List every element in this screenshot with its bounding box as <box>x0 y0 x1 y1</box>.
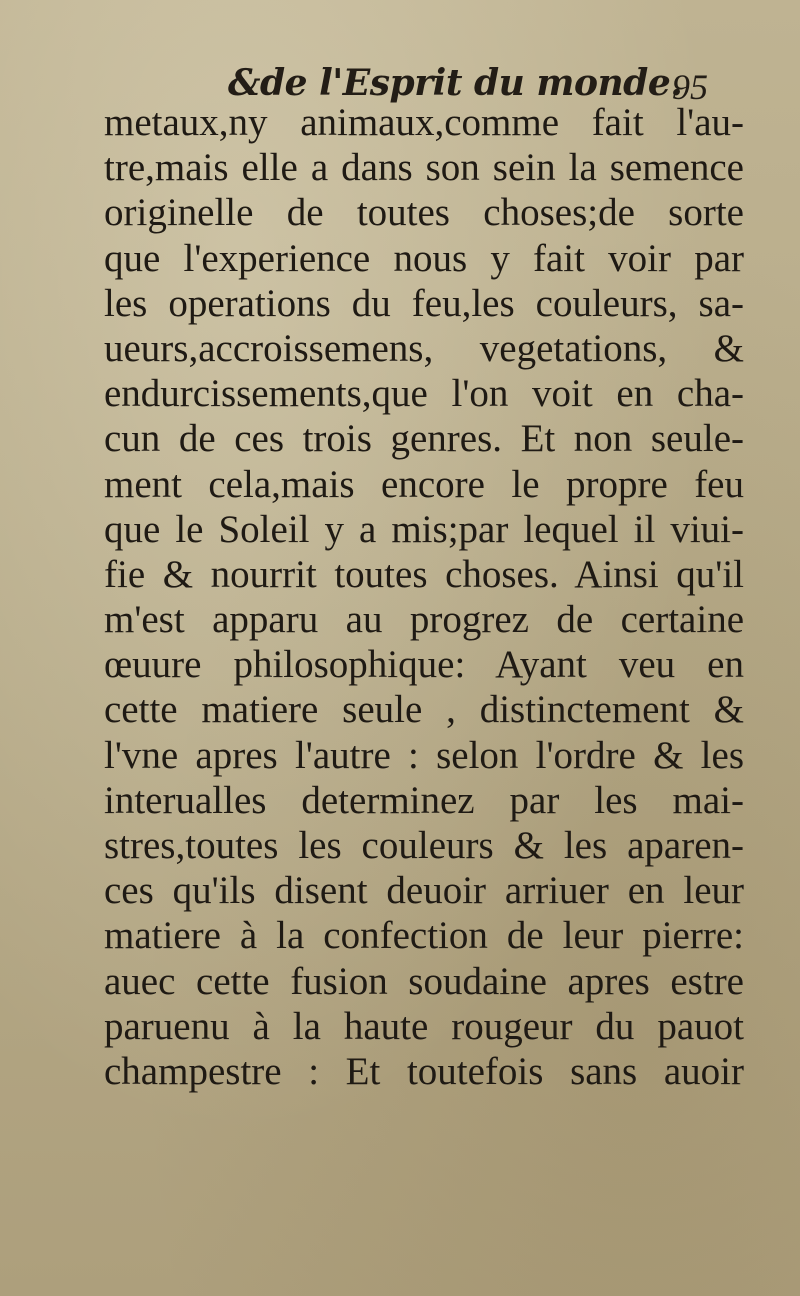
text-line: cun de ces trois genres. Et non seule- <box>104 417 744 461</box>
text-line: ces qu'ils disent deuoir arriuer en leur <box>104 869 744 913</box>
text-line: auec cette fusion soudaine apres estre <box>104 959 744 1003</box>
text-line: que l'experience nous y fait voir par <box>104 236 744 280</box>
text-line: champestre : Et toutefois sans auoir <box>104 1049 744 1093</box>
text-line: matiere à la confection de leur pierre: <box>104 914 744 958</box>
text-line: endurcissements,que l'on voit en cha- <box>104 372 744 416</box>
text-line: l'vne apres l'autre : selon l'ordre & les <box>104 733 744 777</box>
text-line: œuure philosophique: Ayant veu en <box>104 643 744 687</box>
running-title: &de l'Esprit du monde. <box>228 62 683 104</box>
text-line: tre,mais elle a dans son sein la semence <box>104 146 744 190</box>
text-line: les operations du feu,les couleurs, sa- <box>104 281 744 325</box>
text-line: cette matiere seule , distinctement & <box>104 688 744 732</box>
text-line: m'est apparu au progrez de certaine <box>104 598 744 642</box>
text-line: fie & nourrit toutes choses. Ainsi qu'il <box>104 552 744 596</box>
page-number: 95 <box>672 67 708 107</box>
text-line: paruenu à la haute rougeur du pauot <box>104 1004 744 1048</box>
text-line: que le Soleil y a mis;par lequel il viui- <box>104 507 744 551</box>
text-line: stres,toutes les couleurs & les aparen- <box>104 824 744 867</box>
text-line: interualles determinez par les mai- <box>104 778 744 822</box>
body-text <box>104 100 744 1094</box>
text-line: ment cela,mais encore le propre feu <box>104 462 744 506</box>
text-line: metaux,ny animaux,comme fait l'au- <box>104 101 744 144</box>
text-line: originelle de toutes choses;de sorte <box>104 191 744 235</box>
text-line: ueurs,accroissemens, vegetations, & <box>104 326 744 370</box>
